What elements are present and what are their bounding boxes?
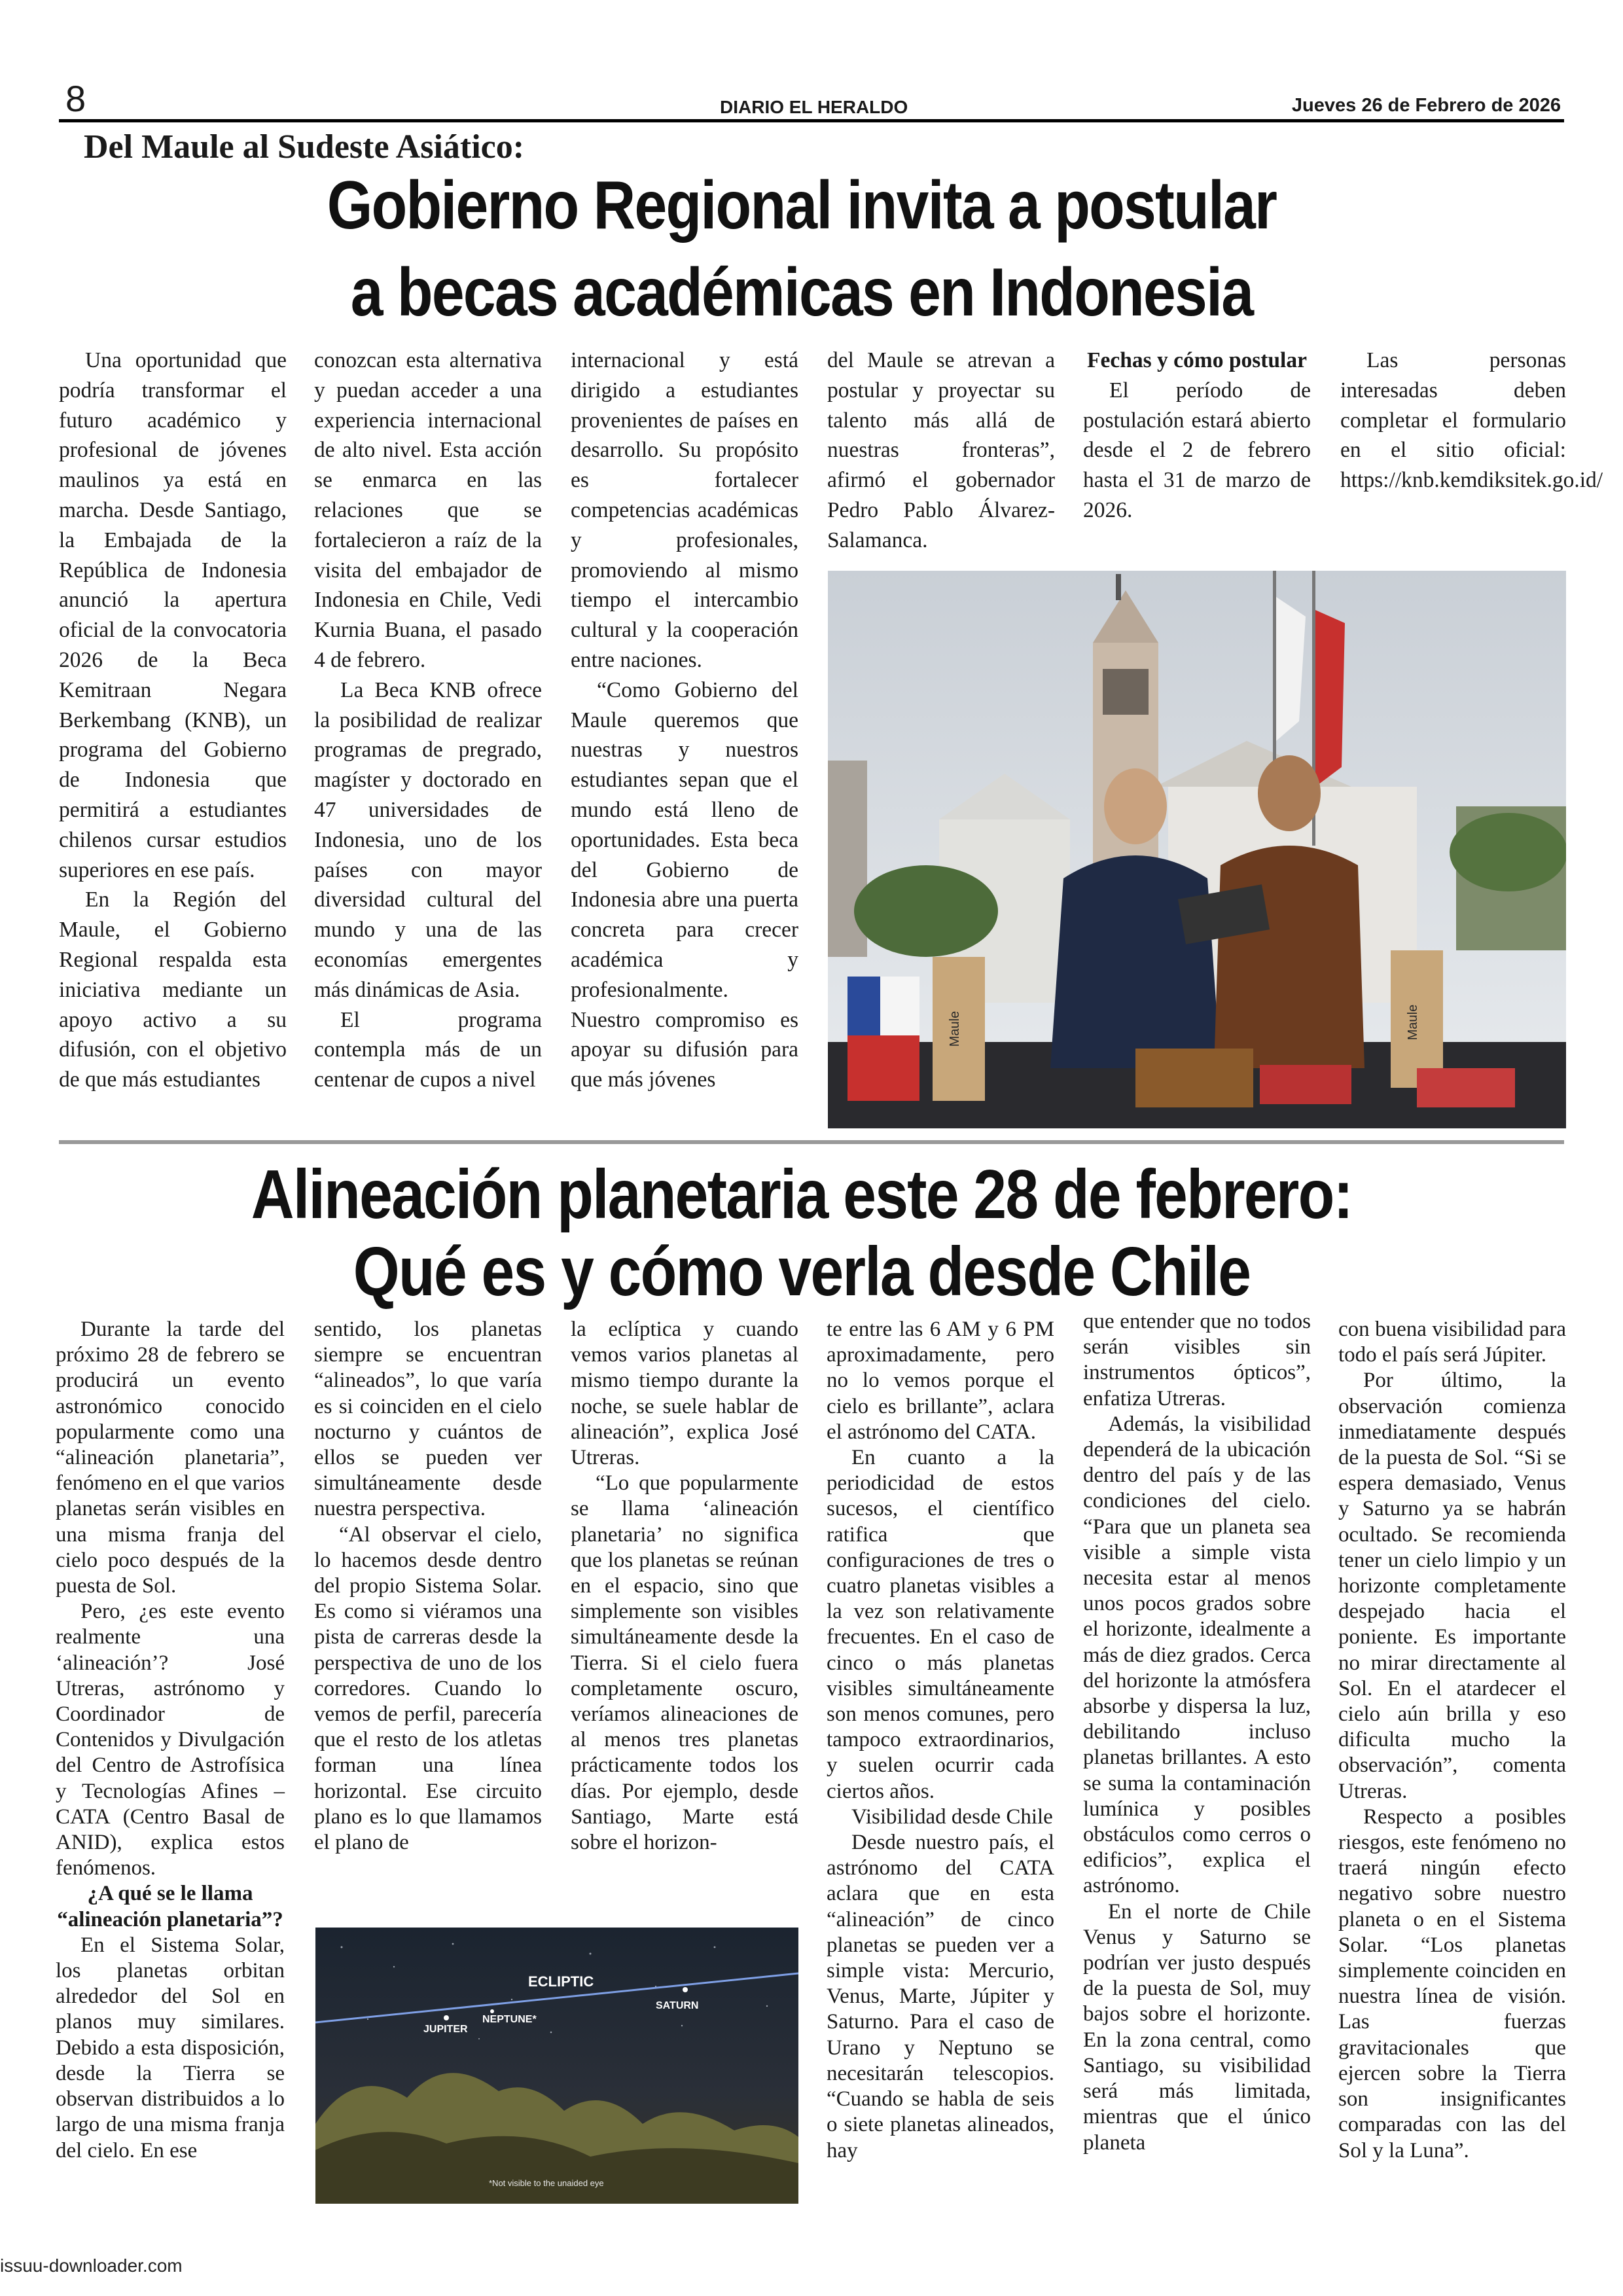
subheading: Visibilidad desde Chile (851, 1804, 1053, 1829)
article1-photo (828, 571, 1566, 1128)
publication-date: Jueves 26 de Febrero de 2026 (1291, 95, 1561, 116)
paragraph: En el Sistema Solar, los planetas orbitan alrededor del Sol en planos muy similares. Debido a esta disposición, desde la Tierra se observan distribuidos a lo largo de una misma franja del cielo. En ese (56, 1933, 285, 2162)
paragraph: “Lo que popularmente se llama ‘alineación planetaria’ no significa que los planetas se reúnan en el espacio, sino que simplemente son visibles simultáneamente desde la Tierra. Si el cielo fuera completamente oscuro, veríamos alineaciones de al menos tres planetas prácticamente todos los días. Por ejemplo, desde Santiago, Marte está sobre el horizon- (571, 1471, 798, 1855)
article2-headline-line2: Qué es y cómo verla desde Chile (353, 1233, 1251, 1310)
paragraph: Durante la tarde del próximo 28 de febrero se producirá un evento astronómico conocido popularmente como una “alineación planetaria”, fenómeno en el que varios planetas serán visibles en una misma franja del cielo poco después de la puesta de Sol. (56, 1318, 285, 1598)
image-note: *Not visible to the unaided eye (489, 2178, 604, 2188)
paragraph: la eclíptica y cuando vemos varios planetas al mismo tiempo durante la noche, se suele hablar de alineación”, explica José Utreras. (571, 1318, 798, 1470)
header-rule (59, 119, 1564, 122)
paragraph: El programa contempla más de un centenar de cupos a nivel (314, 1007, 542, 1092)
saturn-point (683, 1987, 688, 1992)
paragraph: con buena visibilidad para todo el país será Júpiter. (1338, 1318, 1566, 1367)
saturn-label: SATURN (656, 2000, 699, 2011)
paragraph: Además, la visibilidad dependerá de la ubicación dentro del país y de las condiciones del cielo. “Para que un planeta sea visible a simple vista necesita estar al menos unos pocos grados sobre el horizonte, idealmente a más de diez grados. Cerca del horizonte la atmósfera absorbe y dispersa la luz, debilitando incluso planetas brillantes. A esto se suma la contaminación lumínica y posibles obstáculos como cerros o edificios”, explica el astrónomo. (1083, 1412, 1311, 1898)
article1-column-2 (314, 346, 542, 1095)
paragraph: Pero, ¿es este evento realmente una ‘alineación’? José Utreras, astrónomo y Coordinador de Contenidos y Divulgación del Centro de Astrofísica y Tecnologías Afines – CATA (Centro Basal de ANID), explica estos fenómenos. (56, 1600, 285, 1880)
paragraph: internacional y está dirigido a estudiantes provenientes de países en desarrollo. Su propósito es fortalecer competencias académicas y profesionales, promoviendo al mismo tiempo el intercambio cultural y la cooperación entre naciones. (571, 348, 798, 672)
person-right (1214, 846, 1364, 1068)
neptune-label: NEPTUNE* (482, 2014, 537, 2025)
watermark: issuu-downloader.com (0, 2255, 183, 2276)
paragraph: En el norte de Chile Venus y Saturno se podrían ver justo después de la puesta de Sol, muy bajos sobre el horizonte. En la zona central, como Santiago, su visibilidad será más limitada, mientras que el único planeta (1083, 1899, 1311, 2155)
box-label: Maule (1406, 1004, 1420, 1041)
subheading: ¿A qué se le llama “alineación planetaria”? (57, 1882, 283, 1931)
paragraph: Desde nuestro país, el astrónomo del CATA aclara que en esta “alineación” de cinco planetas se pueden ver a simple vista: Mercurio, Venus, Marte, Júpiter y Saturno. Para el caso de Urano y Neptuno se necesitarán telescopios. “Cuando se habla de seis o siete planetas alineados, hay (827, 1831, 1054, 2162)
box-label: Maule (948, 1011, 962, 1047)
paragraph: En la Región del Maule, el Gobierno Regional respalda esta iniciativa mediante un apoyo activo a su difusión, con el objetivo de que más estudiantes (59, 888, 287, 1092)
article1-column-6 (1340, 346, 1603, 495)
article1-headline-line2: a becas académicas en Indonesia (350, 255, 1253, 331)
newspaper-name: DIARIO EL HERALDO (720, 97, 908, 117)
paragraph: sentido, los planetas siempre se encuentran “alineados”, lo que varía es si coinciden en el cielo nocturno y cuántos de ellos se pueden ver simultáneamente desde nuestra perspectiva. (314, 1318, 542, 1521)
jupiter-label: JUPITER (423, 2024, 468, 2035)
paragraph: El período de postulación estará abierto desde el 2 de febrero hasta el 31 de marzo de 2026. (1083, 378, 1311, 522)
paragraph: Las personas interesadas deben completar el formulario en el sitio oficial: https://knb.kemdiksitek.go.id/ (1340, 348, 1603, 493)
paragraph: te entre las 6 AM y 6 PM aproximadamente, pero no lo vemos porque el cielo es brillante”, aclara el astrónomo del CATA. (827, 1318, 1054, 1444)
article2-column-1 (56, 1317, 285, 2164)
jupiter-point (444, 2015, 449, 2020)
article-separator (59, 1140, 1564, 1144)
paragraph: “Al observar el cielo, lo hacemos desde dentro del propio Sistema Solar. Es como si viéramos una pista de carreras desde la perspectiva de uno de los corredores. Cuando lo vemos de perfil, parecería que el resto de los atletas forman una línea horizontal. Ese circuito plano es lo que llamamos el plano de (314, 1522, 542, 1855)
person-left (1050, 855, 1221, 1068)
article2-column-6 (1338, 1317, 1566, 2164)
article2-column-2 (314, 1317, 542, 1856)
article2-headline-line1: Alineación planetaria este 28 de febrero: (251, 1156, 1353, 1233)
article2-column-3 (571, 1317, 798, 1856)
paragraph: La Beca KNB ofrece la posibilidad de realizar programas de pregrado, magíster y doctorado en 47 universidades de Indonesia, uno de los países con mayor diversidad cultural del mundo y una de las economías emergentes más dinámicas de Asia. (314, 677, 542, 1002)
article1-column-3 (571, 346, 798, 1095)
paragraph: que entender que no todos serán visibles sin instrumentos ópticos”, enfatiza Utreras. (1083, 1310, 1311, 1410)
article1-column-5 (1083, 346, 1311, 526)
neptune-point (490, 2009, 494, 2013)
ecliptic-label: ECLIPTIC (528, 1973, 594, 1990)
paragraph: Una oportunidad que podría transformar el futuro académico y profesional de jóvenes maulinos ya está en marcha. Desde Santiago, la Embajada de la República de Indonesia anunció la apertura oficial de la convocatoria 2026 de la Beca Kemitraan Negara Berkembang (KNB), un programa del Gobierno de Indonesia que permitirá a estudiantes chilenos cursar estudios superiores en ese país. (59, 348, 287, 882)
paragraph: Por último, la observación comienza inmediatamente después de la puesta de Sol. “Si se espera demasiado, Venus y Saturno ya se habrán ocultado. Se recomienda tener un cielo limpio y un horizonte completamente despejado hacia el poniente. Es importante no mirar directamente al Sol. En el atardecer el cielo aún brilla y eso dificulta mucho la observación”, comenta Utreras. (1338, 1369, 1566, 1803)
paragraph: Respecto a posibles riesgos, este fenómeno no traerá ningún efecto negativo sobre nuestro planeta o en el Sistema Solar. “Los planetas simplemente coinciden en nuestra línea de visión. Las fuerzas gravitacionales que ejercen sobre la Tierra son insignificantes comparadas con las del Sol y la Luna”. (1338, 1804, 1566, 2162)
article2-column-5 (1083, 1309, 1311, 2156)
article1-column-4 (827, 346, 1055, 556)
article1-headline-line1: Gobierno Regional invita a postular (327, 168, 1277, 243)
article2-column-4 (827, 1317, 1054, 2164)
page-number: 8 (65, 78, 86, 119)
article1-kicker: Del Maule al Sudeste Asiático: (84, 128, 525, 166)
subheading: Fechas y cómo postular (1087, 348, 1307, 372)
paragraph: conozcan esta alternativa y puedan acceder a una experiencia internacional de alto nivel. Esta acción se enmarca en las relaciones que se fortalecieron a raíz de la visita del embajador de Indonesia en Chile, Vedi Kurnia Buana, el pasado 4 de febrero. (314, 348, 542, 672)
planetary-alignment-photo (315, 1928, 798, 2204)
paragraph: En cuanto a la periodicidad de estos sucesos, el científico ratifica que configuraciones de tres o cuatro planetas visibles a la vez son relativamente frecuentes. En el caso de cinco o más planetas visibles simultáneamente son menos comunes, pero tampoco extraordinarios, y suelen ocurrir cada ciertos años. (827, 1446, 1054, 1803)
paragraph: “Como Gobierno del Maule queremos que nuestras y nuestros estudiantes sepan que el mundo está lleno de oportunidades. Esta beca del Gobierno de Indonesia abre una puerta concreta para crecer académica y profesionalmente. Nuestro compromiso es apoyar su difusión para que más jóvenes (571, 677, 798, 1092)
article1-column-1 (59, 346, 287, 1095)
paragraph: del Maule se atrevan a postular y proyectar su talento más allá de nuestras fronteras”, afirmó el gobernador Pedro Pablo Álvarez-Salamanca. (827, 348, 1055, 552)
